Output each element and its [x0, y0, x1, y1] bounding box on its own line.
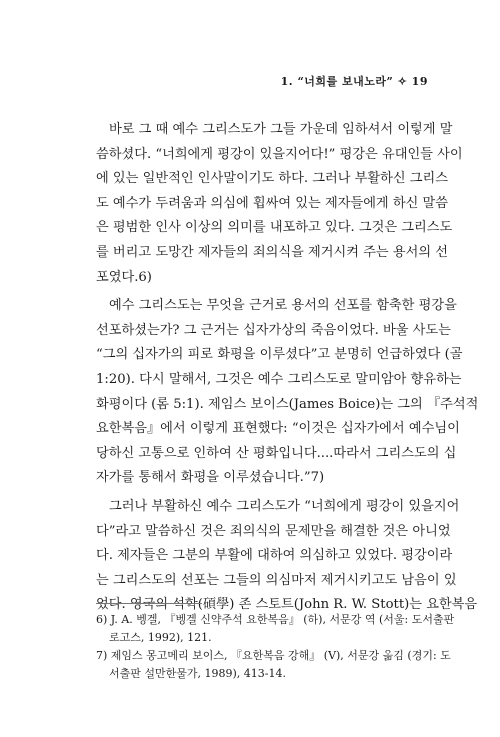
text-line: 다”라고 말씀하신 것은 죄의식의 문제만을 해결한 것은 아니었: [96, 523, 451, 539]
footnotes: [96, 611, 455, 683]
body-text: [96, 118, 479, 618]
text-line: 는 그리스도의 선포는 그들의 의심마저 제거시키고도 남음이 있: [96, 572, 457, 588]
text-line: 를 버리고 도망간 제자들의 죄의식을 제거시켜 주는 용서의 선: [96, 244, 449, 260]
footnote-line: 서출판 설만한물가, 1989), 413-14.: [109, 667, 286, 680]
text-line: 자가를 통해서 화평을 이루셨습니다.”7): [96, 470, 325, 486]
text-line: 은 평범한 인사 이상의 의미를 내포하고 있다. 그것은 그리스도: [96, 220, 453, 236]
text-line: 1:20). 다시 말해서, 그것은 예수 그리스도로 말미암아 향유하는: [96, 371, 462, 387]
text-line: 포였다.6): [96, 269, 152, 285]
text-line: 다. 제자들은 그분의 부활에 대하여 의심하고 있었다. 평강이라: [96, 548, 453, 564]
footnote-line: 6) J. A. 벵겔, 『벵겔 신약주석 요한복음』 (하), 서문강 역 (서울: 도서출판: [96, 613, 455, 626]
text-line: 요한복음』에서 이렇게 표현했다: “이것은 십자가에서 예수님이: [96, 421, 460, 437]
text-line: 선포하셨는가? 그 근거는 십자가상의 죽음이었다. 바울 사도는: [96, 322, 451, 338]
text-line: 바로 그 때 예수 그리스도가 그들 가운데 임하셔서 이렇게 말: [109, 122, 453, 137]
text-line: 그러나 부활하신 예수 그리스도가 “너희에게 평강이 있을지어: [109, 498, 460, 514]
text-line: 었다. 영국의 석학(碩學) 존 스토트(John R. W. Stott)는 요한복음: [96, 597, 478, 613]
running-head: 1. “너희를 보내노라” ✧ 19: [280, 75, 428, 88]
text-line: 도 예수가 두려움과 의심에 휩싸여 있는 제자들에게 하신 말씀: [96, 195, 449, 211]
text-line: 화평이다 (롬 5:1). 제임스 보이스(James Boice)는 그의 『주석적: [96, 396, 479, 412]
text-line: 씀하셨다. “너희에게 평강이 있을지어다!” 평강은 유대인들 사이: [96, 146, 463, 162]
text-line: 당하신 고통으로 인하여 산 평화입니다....따라서 그리스도의 십: [96, 445, 457, 461]
text-line: 예수 그리스도는 무엇을 근거로 용서의 선포를 함축한 평강을: [109, 298, 457, 314]
footnote-divider: [96, 603, 202, 604]
text-line: “그의 십자가의 피로 화평을 이루셨다”고 분명히 언급하였다 (골: [96, 347, 463, 363]
footnote-line: 7) 제임스 몽고메리 보이스, 『요한복음 강해』 (V), 서문강 옮김 (경기: 도: [96, 649, 451, 662]
text-line: 에 있는 일반적인 인사말이기도 하다. 그러나 부활하신 그리스: [96, 171, 449, 187]
footnote-line: 로고스, 1992), 121.: [109, 631, 212, 644]
